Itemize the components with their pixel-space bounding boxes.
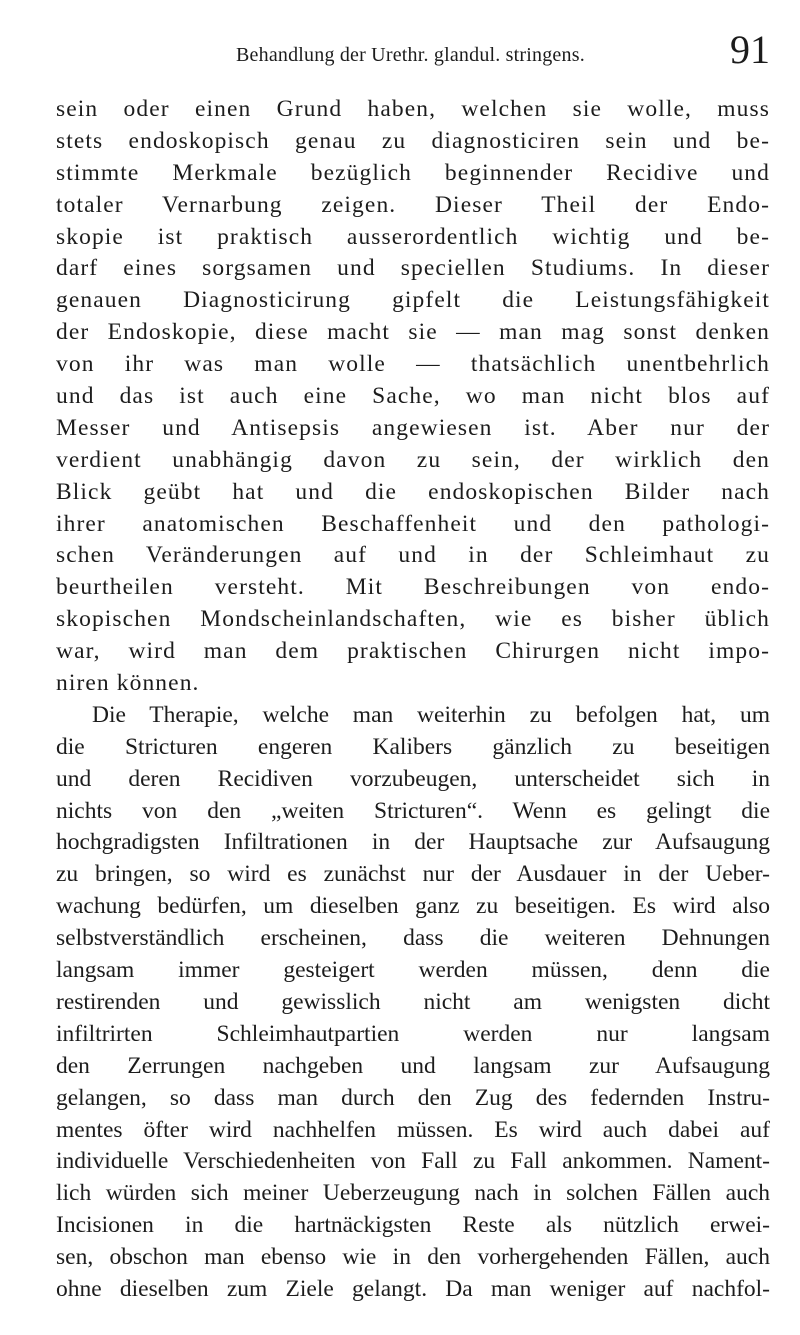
text-line: skopischen Mondscheinlandschaften, wie es bisher üblich — [56, 606, 770, 633]
text-line: sen, obschon man ebenso wie in den vorhergehenden Fällen, auch — [56, 1244, 770, 1271]
text-line-paragraph-end: niren können. — [56, 670, 200, 697]
page-number: 91 — [730, 27, 770, 72]
text-line: hochgradigsten Infiltrationen in der Hauptsache zur Aufsaugung — [56, 829, 770, 856]
body-text — [56, 94, 770, 1306]
text-line: restirenden und gewisslich nicht am wenigsten dicht — [56, 988, 770, 1015]
text-line: stimmte Merkmale bezüglich beginnender Recidive und — [56, 159, 770, 186]
running-title: Behandlung der Urethr. glandul. stringens. — [236, 44, 585, 66]
text-line: stets endoskopisch genau zu diagnosticiren sein und be- — [56, 127, 770, 154]
text-line: nichts von den „weiten Stricturen“. Wenn es gelingt die — [56, 797, 770, 824]
text-line: und deren Recidiven vorzubeugen, unterscheidet sich in — [56, 765, 770, 792]
text-line: der Endoskopie, diese macht sie — man mag sonst denken — [56, 319, 770, 346]
text-line: zu bringen, so wird es zunächst nur der Ausdauer in der Ueber- — [56, 861, 770, 888]
text-line: selbstverständlich erscheinen, dass die weiteren Dehnungen — [56, 925, 770, 952]
text-line: schen Veränderungen auf und in der Schleimhaut zu — [56, 542, 770, 569]
text-line: wachung bedürfen, um dieselben ganz zu beseitigen. Es wird also — [56, 893, 770, 920]
text-line: Blick geübt hat und die endoskopischen Bilder nach — [56, 478, 770, 505]
text-line: langsam immer gesteigert werden müssen, denn die — [56, 957, 770, 984]
text-line: lich würden sich meiner Ueberzeugung nach in solchen Fällen auch — [56, 1180, 770, 1207]
text-line: gelangen, so dass man durch den Zug des federnden Instru- — [56, 1084, 770, 1111]
text-line: die Stricturen engeren Kalibers gänzlich zu beseitigen — [56, 733, 770, 760]
text-line: war, wird man dem praktischen Chirurgen nicht impo- — [56, 638, 770, 665]
text-line: von ihr was man wolle — thatsächlich unentbehrlich — [56, 351, 770, 378]
text-line-paragraph-start: Die Therapie, welche man weiterhin zu befolgen hat, um — [92, 701, 770, 728]
text-line: den Zerrungen nachgeben und langsam zur Aufsaugung — [56, 1052, 770, 1079]
text-line: sein oder einen Grund haben, welchen sie wolle, muss — [56, 96, 770, 122]
text-line: darf eines sorgsamen und speciellen Studiums. In dieser — [56, 255, 770, 282]
text-line: beurtheilen versteht. Mit Beschreibungen von endo- — [56, 574, 770, 601]
text-line: skopie ist praktisch ausserordentlich wichtig und be- — [56, 223, 770, 250]
text-line: genauen Diagnosticirung gipfelt die Leistungsfähigkeit — [56, 287, 770, 314]
text-line: totaler Vernarbung zeigen. Dieser Theil der Endo- — [56, 191, 770, 218]
text-line: infiltrirten Schleimhautpartien werden nur langsam — [56, 1020, 770, 1047]
text-line: Incisionen in die hartnäckigsten Reste als nützlich erwei- — [56, 1212, 770, 1239]
running-head — [0, 27, 800, 72]
text-line: verdient unabhängig davon zu sein, der wirklich den — [56, 446, 770, 473]
text-line: ohne dieselben zum Ziele gelangt. Da man weniger auf nachfol- — [56, 1275, 770, 1302]
text-line: und das ist auch eine Sache, wo man nicht blos auf — [56, 383, 770, 410]
text-line: ihrer anatomischen Beschaffenheit und den pathologi- — [56, 510, 770, 537]
text-line: individuelle Verschiedenheiten von Fall zu Fall ankommen. Nament- — [56, 1148, 770, 1175]
text-line: mentes öfter wird nachhelfen müssen. Es wird auch dabei auf — [56, 1116, 770, 1143]
text-line: Messer und Antisepsis angewiesen ist. Aber nur der — [56, 414, 770, 441]
